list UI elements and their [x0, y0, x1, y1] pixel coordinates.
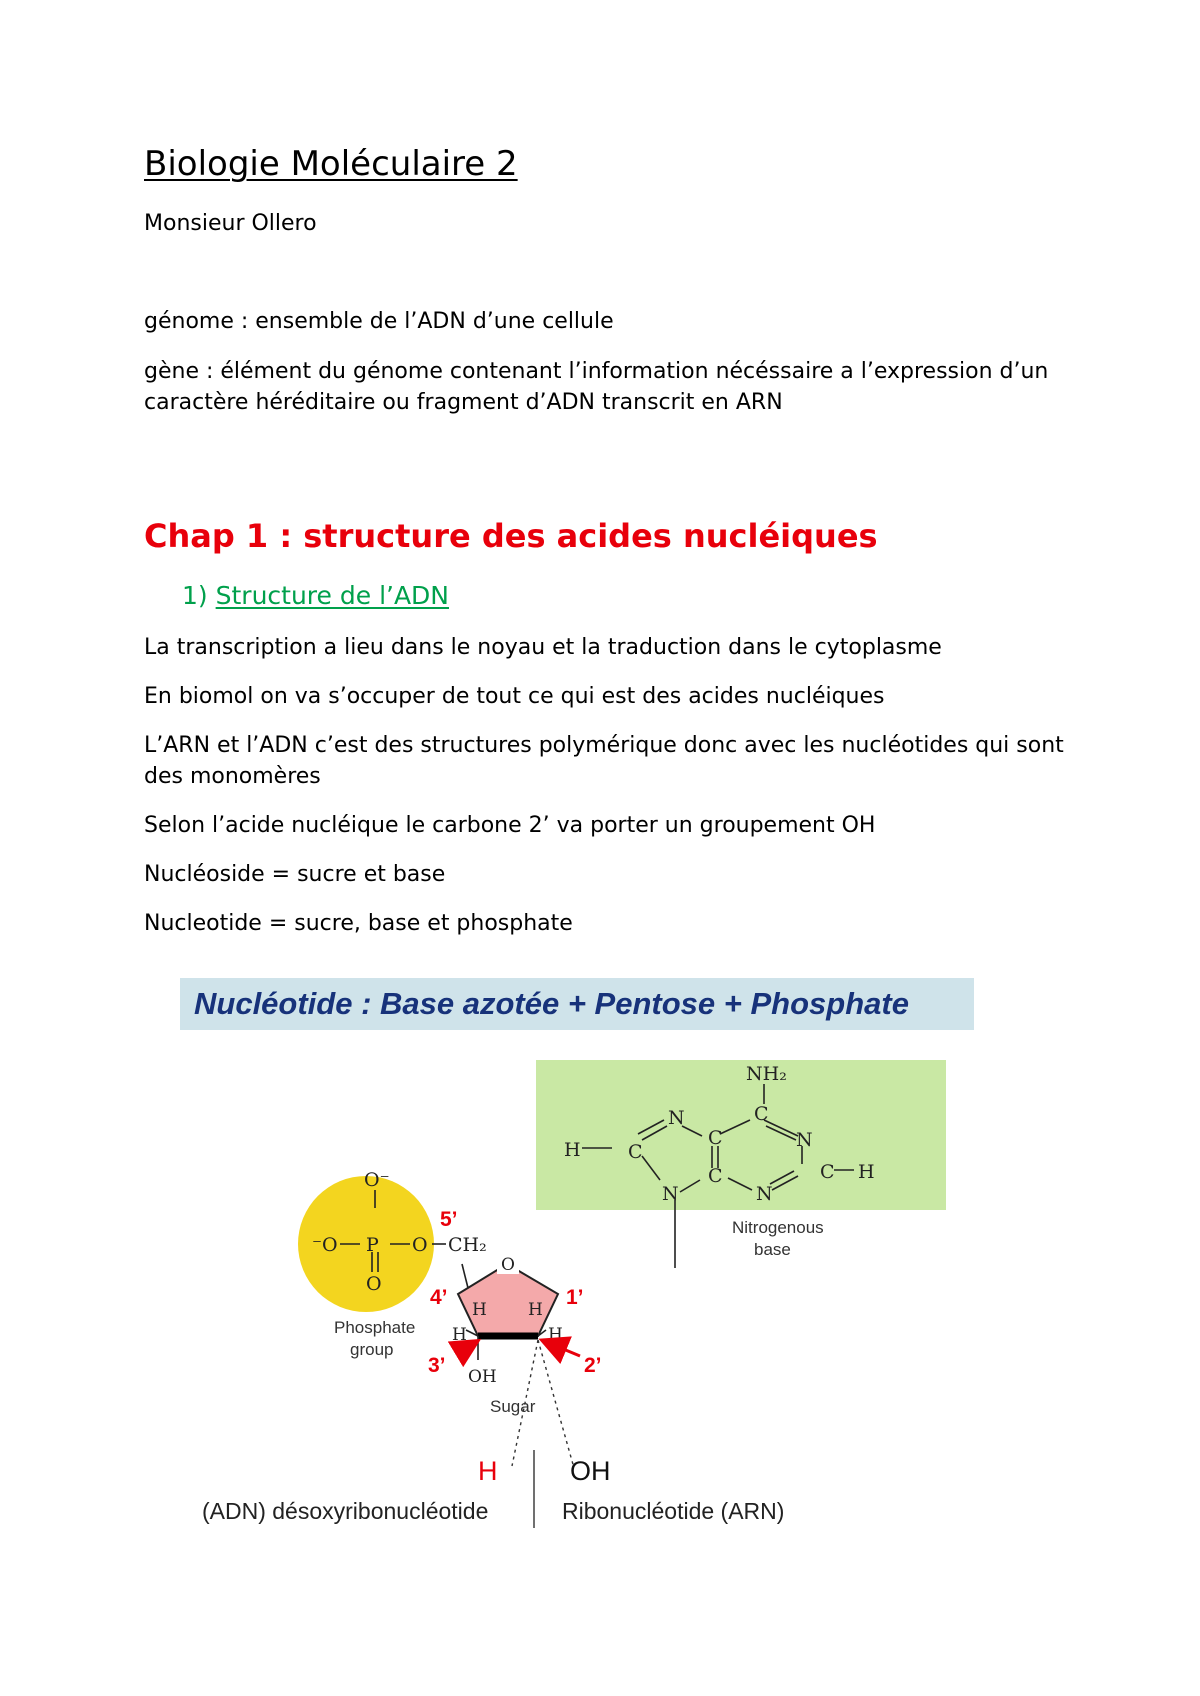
atom-label: N	[756, 1183, 773, 1205]
prime-1: 1’	[566, 1286, 584, 1309]
atom-label: C	[708, 1165, 723, 1187]
atom-label: C	[628, 1141, 643, 1163]
variants	[202, 1456, 784, 1524]
sugar-h: H	[528, 1300, 543, 1320]
variant-oh: OH	[570, 1456, 611, 1486]
arn-label: Ribonucléotide (ARN)	[562, 1498, 785, 1524]
paragraph: Nucléoside = sucre et base	[144, 862, 446, 887]
phosphate-o-bottom: O	[366, 1273, 382, 1295]
paragraph: En biomol on va s’occuper de tout ce qui est des acides nucléiques	[144, 684, 885, 709]
base-label-line1: Nitrogenous	[732, 1218, 824, 1237]
definition-gene: gène : élément du génome contenant l’information nécéssaire a l’expression d’un caractère héréditaire ou fragment d’ADN transcrit en ARN	[144, 359, 1049, 415]
chapter-title: Chap 1 : structure des acides nucléiques	[144, 517, 878, 555]
base-h-left: H	[564, 1139, 581, 1161]
atom-label: N	[662, 1183, 679, 1205]
ring-o: O	[501, 1255, 515, 1275]
ch2-label: CH₂	[448, 1234, 487, 1256]
atom-label: N	[796, 1129, 813, 1151]
atom-label: N	[668, 1107, 685, 1129]
phosphate-o-left: ⁻O	[312, 1234, 338, 1256]
section-heading	[182, 580, 449, 612]
sugar-h: H	[452, 1325, 467, 1345]
prime-5: 5’	[440, 1208, 458, 1231]
section-title: Structure de l’ADN	[215, 581, 450, 610]
prime-3: 3’	[428, 1354, 446, 1377]
paragraph: L’ARN et l’ADN c’est des structures polymérique donc avec les nucléotides qui sont des monomères	[144, 733, 1064, 789]
author-name: Monsieur Ollero	[144, 211, 317, 236]
variant-h: H	[478, 1456, 498, 1486]
sugar-h: H	[472, 1300, 487, 1320]
adn-label: (ADN) désoxyribonucléotide	[202, 1498, 489, 1524]
paragraph: Nucleotide = sucre, base et phosphate	[144, 911, 573, 936]
phosphate-o-top: O⁻	[364, 1169, 390, 1191]
phosphate-o-right: O	[412, 1234, 428, 1256]
atom-label: C	[820, 1161, 835, 1183]
prime-4: 4’	[430, 1286, 448, 1309]
sugar-label: Sugar	[490, 1397, 536, 1416]
nh2-label: NH₂	[746, 1063, 787, 1085]
paragraph: Selon l’acide nucléique le carbone 2’ va porter un groupement OH	[144, 813, 876, 838]
phosphate-p: P	[366, 1234, 379, 1256]
paragraph: La transcription a lieu dans le noyau et la traduction dans le cytoplasme	[144, 635, 942, 660]
base-background	[536, 1060, 946, 1210]
phosphate-label-line2: group	[350, 1340, 394, 1359]
atom-label: C	[754, 1103, 769, 1125]
nucleotide-diagram	[142, 968, 982, 1548]
phosphate-label-line1: Phosphate	[334, 1318, 416, 1337]
base-label-line2: base	[754, 1240, 791, 1259]
document-title: Biologie Moléculaire 2	[144, 144, 518, 184]
base-h-right: H	[858, 1161, 875, 1183]
atom-label: C	[708, 1127, 723, 1149]
sugar-oh: OH	[468, 1367, 497, 1387]
section-number: 1)	[182, 581, 208, 610]
nucleotide-figure	[142, 968, 982, 1548]
sugar-h: H	[548, 1325, 563, 1345]
prime-2: 2’	[584, 1354, 602, 1377]
banner-text: Nucléotide : Base azotée + Pentose + Phosphate	[194, 986, 909, 1021]
definition-genome: génome : ensemble de l’ADN d’une cellule	[144, 309, 614, 334]
